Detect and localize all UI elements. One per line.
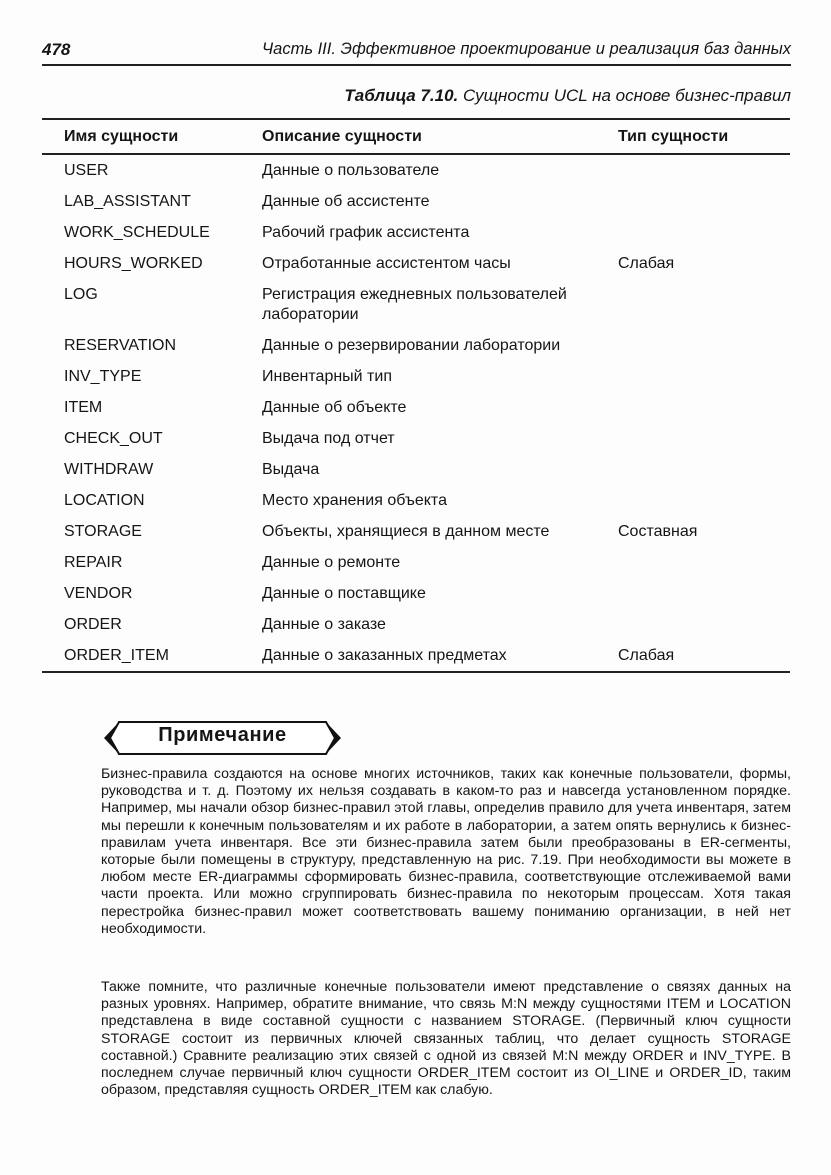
entity-type-cell bbox=[618, 609, 790, 640]
entities-table bbox=[42, 118, 790, 673]
column-header-entity-type: Тип сущности bbox=[618, 119, 790, 154]
table-caption-text: Сущности UCL на основе бизнес-правил bbox=[458, 86, 791, 105]
entity-type-cell bbox=[618, 279, 790, 330]
entity-type-cell: Составная bbox=[618, 523, 698, 540]
entity-type-cell bbox=[618, 454, 790, 485]
running-head: Часть III. Эффективное проектирование и реализация баз данных bbox=[262, 40, 791, 58]
entity-description-cell: Выдача под отчет bbox=[262, 430, 395, 447]
entity-description-cell: Данные о ремонте bbox=[262, 554, 401, 571]
page-header bbox=[42, 38, 791, 66]
table-row bbox=[42, 578, 790, 609]
note-paragraph: Бизнес-правила создаются на основе многих источников, таких как конечные пользователи, формы, руководства и т. д. Поэтому их нельзя создавать в каком-то раз и навсегда установленном порядке. Например, мы начали обзор бизнес-правил этой главы, определив правило для учета инвентаря, затем мы перешли к конечным пользователям и их работе в лаборатории, а затем опять вернулись к бизнес-правилам учета инвентаря. Все эти бизнес-правила затем были преобразованы в ER-сегменты, которые были помещены в структуру, представленную на рис. 7.19. При необходимости вы можете в любом месте ER-диаграммы сформировать бизнес-правила, соответствующие отслеживаемой вами части проекта. Или можно сгруппировать бизнес-правила по некоторым процессам. Хотя такая перестройка бизнес-правил может соответствовать вашему пониманию организации, в ней нет необходимости. bbox=[101, 766, 791, 937]
page-number: 478 bbox=[42, 40, 71, 59]
entity-type-cell bbox=[618, 423, 790, 454]
entity-type-cell bbox=[618, 217, 790, 248]
entity-type-cell bbox=[618, 186, 790, 217]
entity-type-cell bbox=[618, 578, 790, 609]
table-row bbox=[42, 361, 790, 392]
entity-name-cell: INV_TYPE bbox=[64, 368, 142, 385]
entity-description-cell: Регистрация ежедневных пользователей лаборатории bbox=[262, 286, 567, 323]
table-row bbox=[42, 186, 790, 217]
entity-description-cell: Данные о заказе bbox=[262, 616, 386, 633]
entity-description-cell: Рабочий график ассистента bbox=[262, 224, 470, 241]
entity-description-cell: Данные о заказанных предметах bbox=[262, 640, 618, 672]
entity-type-cell bbox=[618, 154, 790, 186]
entity-name-cell: WITHDRAW bbox=[64, 461, 154, 478]
entity-type-cell bbox=[618, 485, 790, 516]
note-banner bbox=[104, 720, 341, 756]
entity-type-cell: Слабая bbox=[618, 255, 675, 272]
entity-description-cell: Данные о поставщике bbox=[262, 585, 426, 602]
entity-name-cell: ORDER bbox=[64, 616, 122, 633]
column-header-entity-name: Имя сущности bbox=[42, 119, 262, 154]
table-body bbox=[42, 154, 790, 672]
entity-name-cell: RESERVATION bbox=[64, 337, 177, 354]
entity-name-cell: ITEM bbox=[64, 399, 103, 416]
entity-name-cell: STORAGE bbox=[64, 523, 142, 540]
table-header-row bbox=[42, 119, 790, 154]
entity-name-cell: USER bbox=[64, 162, 109, 179]
table-row bbox=[42, 217, 790, 248]
table-row bbox=[42, 154, 790, 186]
note-title: Примечание bbox=[158, 724, 287, 746]
entity-description-cell: Данные о пользователе bbox=[262, 162, 440, 179]
entity-name-cell: VENDOR bbox=[64, 585, 133, 602]
entity-description-cell: Выдача bbox=[262, 461, 320, 478]
entity-description-cell: Отработанные ассистентом часы bbox=[262, 255, 511, 272]
entity-description-cell: Данные о резервировании лаборатории bbox=[262, 337, 561, 354]
entity-description-cell: Инвентарный тип bbox=[262, 368, 392, 385]
table-row bbox=[42, 609, 790, 640]
table-caption-label: Таблица 7.10. bbox=[344, 86, 459, 105]
note-paragraph: Также помните, что различные конечные пользователи имеют представление о связях данных на разных уровнях. Например, обратите внимание, что связь M:N между сущностями ITEM и LOCATION представлена в виде составной сущности с названием STORAGE. (Первичный ключ сущности STORAGE состоит из первичных ключей связанных таблиц, что делает сущность STORAGE составной.) Сравните реализацию этих связей с одной из связей M:N между ORDER и INV_TYPE. В последнем случае первичный ключ сущности ORDER_ITEM состоит из OI_LINE и ORDER_ID, таким образом, представляя сущность ORDER_ITEM как слабую. bbox=[101, 979, 791, 1099]
table-row bbox=[42, 640, 790, 672]
entity-name-cell: LAB_ASSISTANT bbox=[64, 193, 191, 210]
entity-type-cell bbox=[618, 361, 790, 392]
table-row bbox=[42, 392, 790, 423]
entity-name-cell: WORK_SCHEDULE bbox=[64, 224, 210, 241]
entity-type-cell bbox=[618, 330, 790, 361]
table-row bbox=[42, 516, 790, 547]
entity-type-cell: Слабая bbox=[618, 640, 790, 672]
entity-type-cell bbox=[618, 547, 790, 578]
entity-description-cell: Данные об ассистенте bbox=[262, 193, 430, 210]
table-caption bbox=[344, 86, 791, 106]
entity-type-cell bbox=[618, 392, 790, 423]
table-row bbox=[42, 279, 790, 330]
column-header-entity-description: Описание сущности bbox=[262, 119, 618, 154]
table-row bbox=[42, 485, 790, 516]
entity-name-cell: HOURS_WORKED bbox=[64, 255, 203, 272]
entity-name-cell: CHECK_OUT bbox=[64, 430, 163, 447]
entities-table-container bbox=[42, 118, 790, 673]
entity-name-cell: LOCATION bbox=[64, 492, 145, 509]
table-row bbox=[42, 454, 790, 485]
entity-name-cell: REPAIR bbox=[64, 554, 123, 571]
table-row bbox=[42, 423, 790, 454]
entity-description-cell: Объекты, хранящиеся в данном месте bbox=[262, 523, 550, 540]
table-row bbox=[42, 330, 790, 361]
table-row bbox=[42, 547, 790, 578]
table-row bbox=[42, 248, 790, 279]
entity-name-cell: ORDER_ITEM bbox=[42, 640, 262, 672]
entity-description-cell: Данные об объекте bbox=[262, 399, 407, 416]
entity-name-cell: LOG bbox=[64, 286, 98, 303]
entity-description-cell: Место хранения объекта bbox=[262, 492, 447, 509]
